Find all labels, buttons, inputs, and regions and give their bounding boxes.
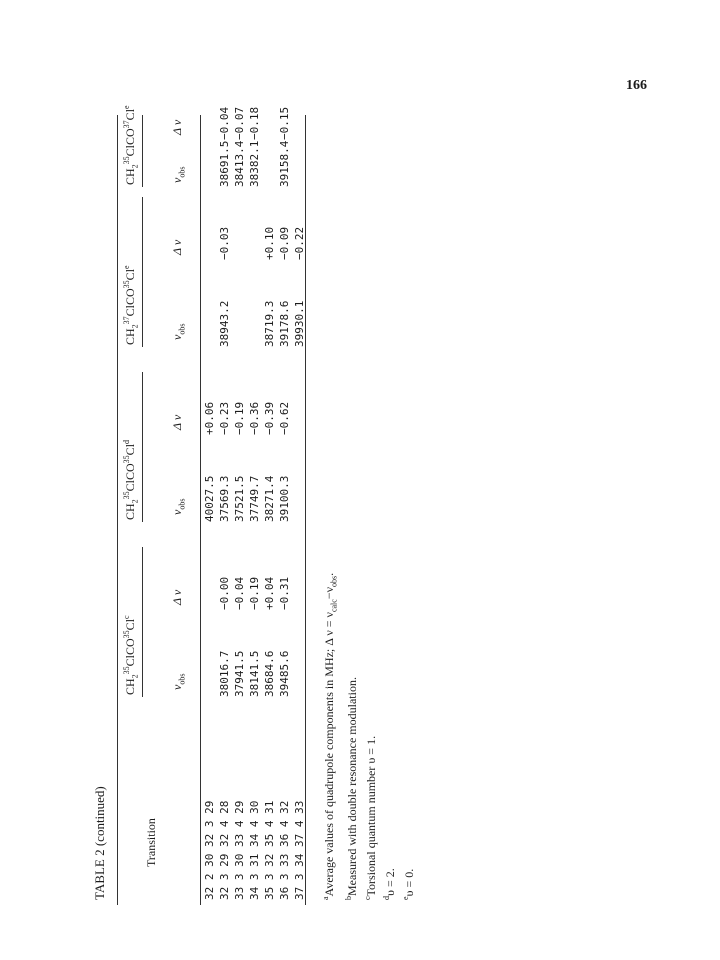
group-rule-4 xyxy=(142,115,143,187)
footnote-e: $^e$υ = 0. xyxy=(401,868,417,900)
cell-delta-nu: −0.31 xyxy=(278,576,291,610)
delta-nu-header-3: Δ ν xyxy=(170,239,184,255)
cell-nu-obs: 39100.3 xyxy=(278,475,291,522)
cell-delta-nu: −0.22 xyxy=(293,226,306,260)
cell-nu-obs: 38271.4 xyxy=(263,475,276,522)
header-group-1: $CH_2^{35}ClCO^{35}Cl^c$ xyxy=(122,615,140,695)
bottom-rule xyxy=(305,115,306,905)
page-number: 166 xyxy=(626,78,647,93)
cell-transition: 35 3 32 35 4 31 xyxy=(263,800,276,900)
cell-nu-obs: 38382.1 xyxy=(248,140,261,187)
cell-delta-nu: +0.06 xyxy=(203,401,216,435)
header-group-3: $CH_2^{37}ClCO^{35}Cl^e$ xyxy=(122,265,140,345)
header-group-2: $CH_2^{35}ClCO^{35}Cl^d$ xyxy=(122,439,140,520)
footnote-c: $^c$Torsional quantum number υ = 1. xyxy=(363,735,379,900)
delta-nu-header-4: Δ ν xyxy=(170,119,184,135)
nu-obs-header-3: $\nu_{obs}$ xyxy=(170,323,187,340)
cell-nu-obs: 38684.6 xyxy=(263,650,276,697)
cell-delta-nu: −0.62 xyxy=(278,401,291,435)
group-rule-2 xyxy=(142,372,143,522)
transition-header: Transition xyxy=(144,818,158,867)
cell-nu-obs: 38016.7 xyxy=(218,650,231,697)
nu-obs-header-2: $\nu_{obs}$ xyxy=(170,498,187,515)
cell-nu-obs: 38413.4 xyxy=(233,140,246,187)
top-rule xyxy=(117,115,118,905)
rotated-table-block xyxy=(90,105,650,905)
cell-nu-obs: 38719.3 xyxy=(263,300,276,347)
cell-delta-nu: +0.10 xyxy=(263,226,276,260)
cell-nu-obs: 39930.1 xyxy=(293,300,306,347)
cell-delta-nu: −0.03 xyxy=(218,226,231,260)
nu-obs-header-1: $\nu_{obs}$ xyxy=(170,673,187,690)
cell-delta-nu: −0.18 xyxy=(248,106,261,140)
header-group-4: $CH_2^{35}ClCO^{37}Cl^e$ xyxy=(122,105,140,185)
group-rule-1 xyxy=(142,547,143,697)
cell-transition: 32 2 30 32 3 29 xyxy=(203,800,216,900)
cell-transition: 32 3 29 32 4 28 xyxy=(218,800,231,900)
delta-nu-header-2: Δ ν xyxy=(170,414,184,430)
cell-nu-obs: 38141.5 xyxy=(248,650,261,697)
cell-transition: 37 3 34 37 4 33 xyxy=(293,800,306,900)
delta-nu-header-1: Δ ν xyxy=(170,589,184,605)
cell-delta-nu: −0.19 xyxy=(233,401,246,435)
cell-nu-obs: 37941.5 xyxy=(233,650,246,697)
cell-nu-obs: 37521.5 xyxy=(233,475,246,522)
cell-nu-obs: 37749.7 xyxy=(248,475,261,522)
footnote-b: $^b$Measured with double resonance modulation. xyxy=(344,677,360,900)
cell-nu-obs: 38691.5 xyxy=(218,140,231,187)
footnotes xyxy=(318,573,417,900)
cell-nu-obs: 37569.3 xyxy=(218,475,231,522)
footnote-d: $^d$υ = 2. xyxy=(382,868,398,900)
table-caption: TABLE 2 (continued) xyxy=(92,786,107,900)
cell-nu-obs: 39485.6 xyxy=(278,650,291,697)
group-rule-3 xyxy=(142,197,143,347)
cell-nu-obs: 39158.4 xyxy=(278,140,291,187)
cell-delta-nu: −0.23 xyxy=(218,401,231,435)
cell-delta-nu: −0.04 xyxy=(218,106,231,140)
cell-delta-nu: −0.36 xyxy=(248,401,261,435)
cell-delta-nu: +0.04 xyxy=(263,576,276,610)
cell-delta-nu: −0.19 xyxy=(248,576,261,610)
cell-nu-obs: 40027.5 xyxy=(203,475,216,522)
cell-transition: 36 3 33 36 4 32 xyxy=(278,800,291,900)
cell-delta-nu: −0.09 xyxy=(278,226,291,260)
cell-nu-obs: 38943.2 xyxy=(218,300,231,347)
cell-transition: 34 3 31 34 4 30 xyxy=(248,800,261,900)
footnote-a: $^a$Average values of quadrupole components in MHz; Δ $\nu = \nu_{calc}-\nu_{obs}$. xyxy=(321,572,339,900)
cell-transition: 33 3 30 33 4 29 xyxy=(233,800,246,900)
cell-delta-nu: −0.00 xyxy=(218,576,231,610)
cell-delta-nu: −0.07 xyxy=(233,106,246,140)
cell-delta-nu: −0.15 xyxy=(278,106,291,140)
header-rule xyxy=(200,115,201,905)
cell-delta-nu: −0.39 xyxy=(263,401,276,435)
cell-delta-nu: −0.04 xyxy=(233,576,246,610)
cell-nu-obs: 39178.6 xyxy=(278,300,291,347)
nu-obs-header-4: $\nu_{obs}$ xyxy=(170,166,187,183)
